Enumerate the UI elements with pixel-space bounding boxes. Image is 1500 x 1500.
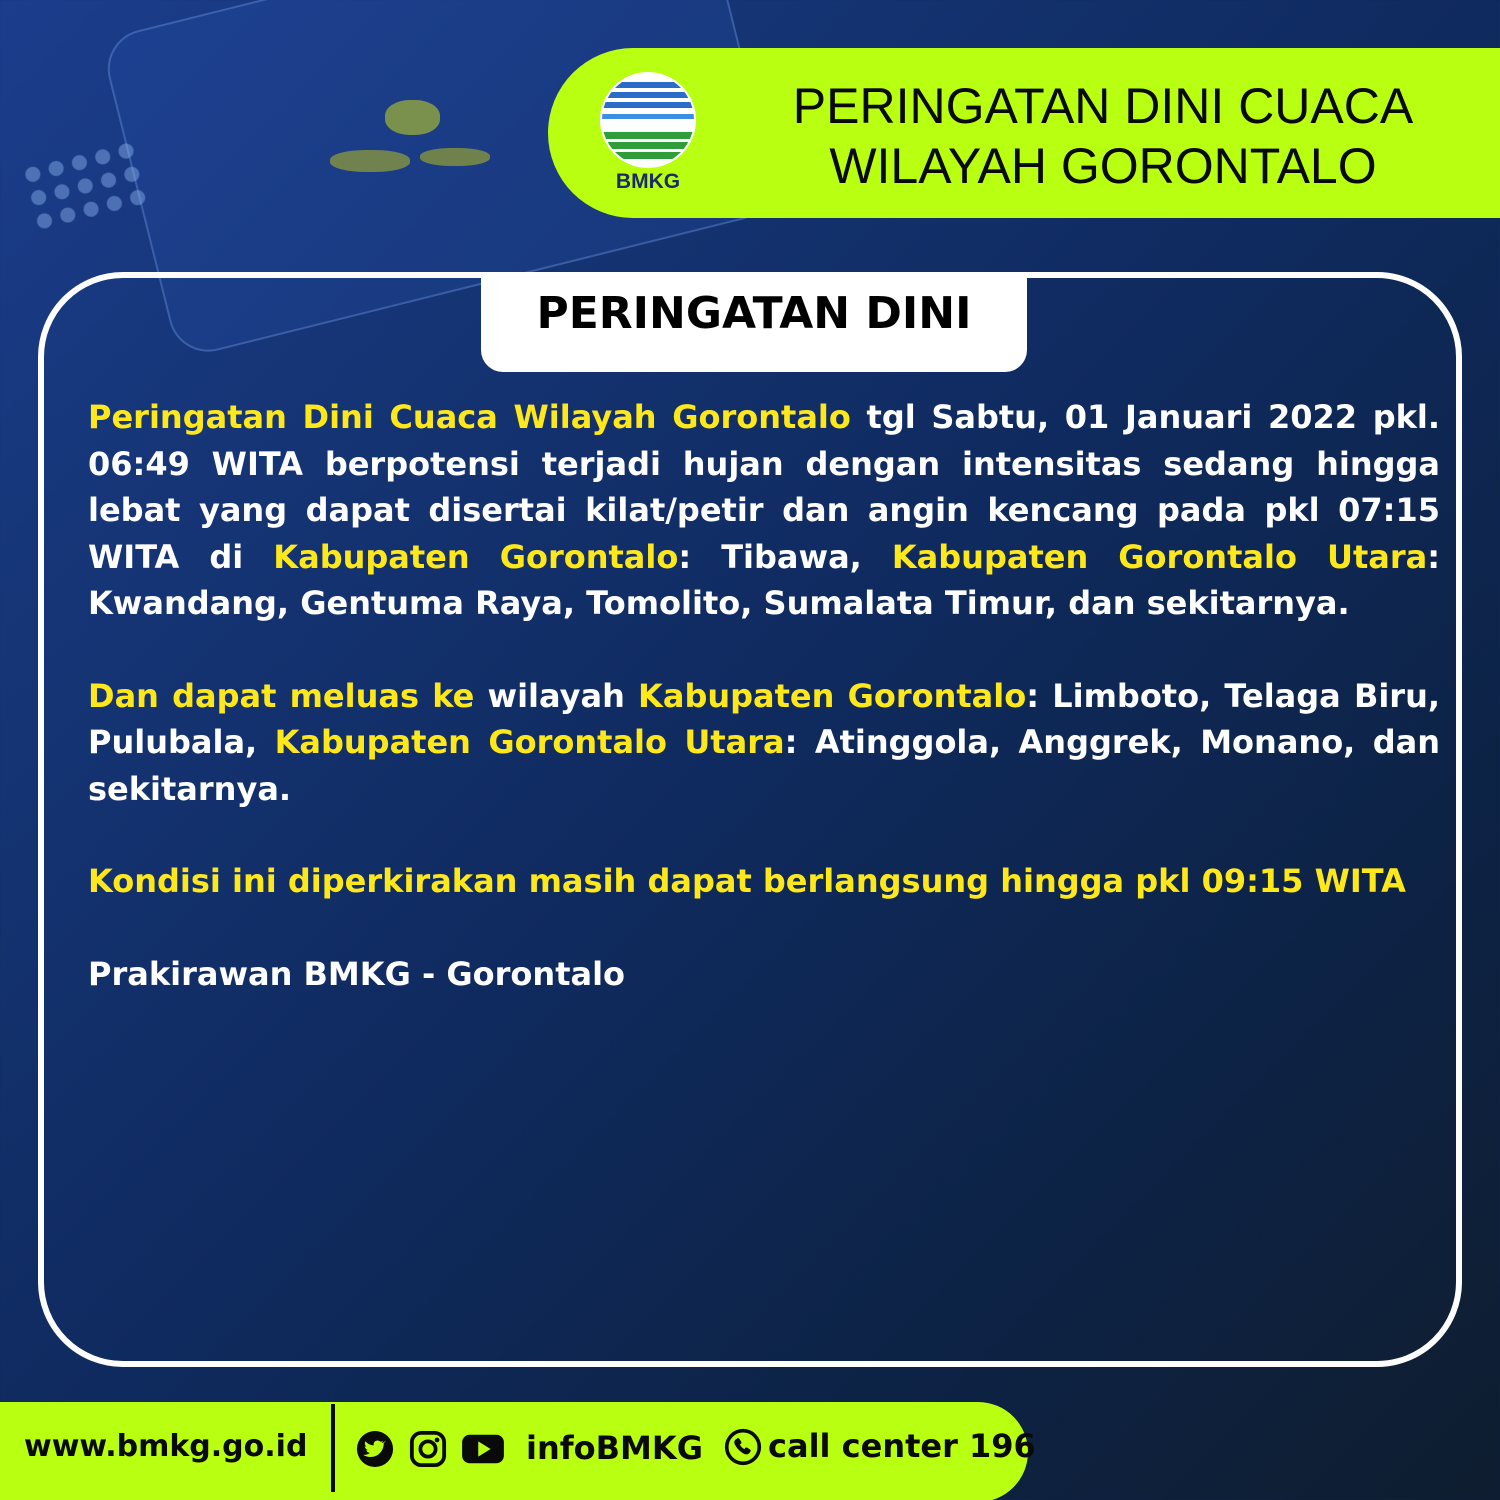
call-center-text[interactable]: call center 196 — [768, 1427, 1036, 1465]
body-text: tgl Sabtu, 01 Januari 2022 pkl. 06:49 WITA berpotensi terjadi hujan dengan intensitas sedang hingga lebat yang dapat disertai kilat/petir dan angin kencang pada pkl 07:15 WITA di — [88, 398, 1441, 576]
condition-text: Kondisi ini diperkirakan masih dapat berlangsung hingga pkl 09:15 WITA — [88, 862, 1406, 900]
body-text: : Kwandang, Gentuma Raya, Tomolito, Sumalata Timur, dan sekitarnya. — [88, 537, 1441, 622]
signature-text: Prakirawan BMKG - Gorontalo — [88, 954, 626, 993]
title-line-1: PERINGATAN DINI CUACA — [792, 78, 1414, 134]
social-handle[interactable]: infoBMKG — [526, 1429, 703, 1467]
body-text: : Atinggola, Anggrek, Monano, dan sekitarnya. — [88, 723, 1440, 808]
highlight-text: Kabupaten Gorontalo — [273, 537, 679, 576]
logo-text: BMKG — [615, 170, 681, 193]
panel-title: PERINGATAN DINI — [481, 272, 1027, 372]
phone-icon — [722, 1428, 764, 1466]
header-banner — [548, 48, 1500, 218]
highlight-text: Kabupaten Gorontalo — [638, 676, 1027, 715]
background-map-island — [420, 148, 490, 166]
background-dots — [18, 137, 151, 234]
highlight-text: Peringatan Dini Cuaca Wilayah Gorontalo — [88, 398, 851, 436]
twitter-icon[interactable] — [355, 1430, 395, 1468]
body-text: : Limboto, Telaga Biru, Pulubala, — [88, 676, 1441, 761]
instagram-icon[interactable] — [408, 1430, 448, 1468]
body-text: wilayah — [474, 676, 639, 715]
bmkg-logo — [598, 70, 698, 195]
page-title — [718, 76, 1488, 196]
warning-content — [88, 394, 1440, 1043]
background-map-island — [330, 150, 410, 172]
highlight-text: Dan dapat meluas ke — [88, 676, 475, 715]
warning-paragraph-1 — [88, 394, 1440, 627]
highlight-text: Kabupaten Gorontalo Utara — [274, 723, 785, 761]
highlight-text: Kabupaten Gorontalo Utara — [891, 537, 1428, 576]
warning-paragraph-2 — [88, 673, 1440, 813]
body-text: : Tibawa, — [678, 537, 892, 576]
title-line-2: WILAYAH GORONTALO — [829, 138, 1377, 194]
background-map-island — [385, 100, 440, 135]
youtube-icon[interactable] — [460, 1430, 506, 1468]
footer-divider — [331, 1404, 335, 1492]
logo-emblem — [600, 72, 696, 168]
website-link[interactable]: www.bmkg.go.id — [24, 1429, 308, 1464]
